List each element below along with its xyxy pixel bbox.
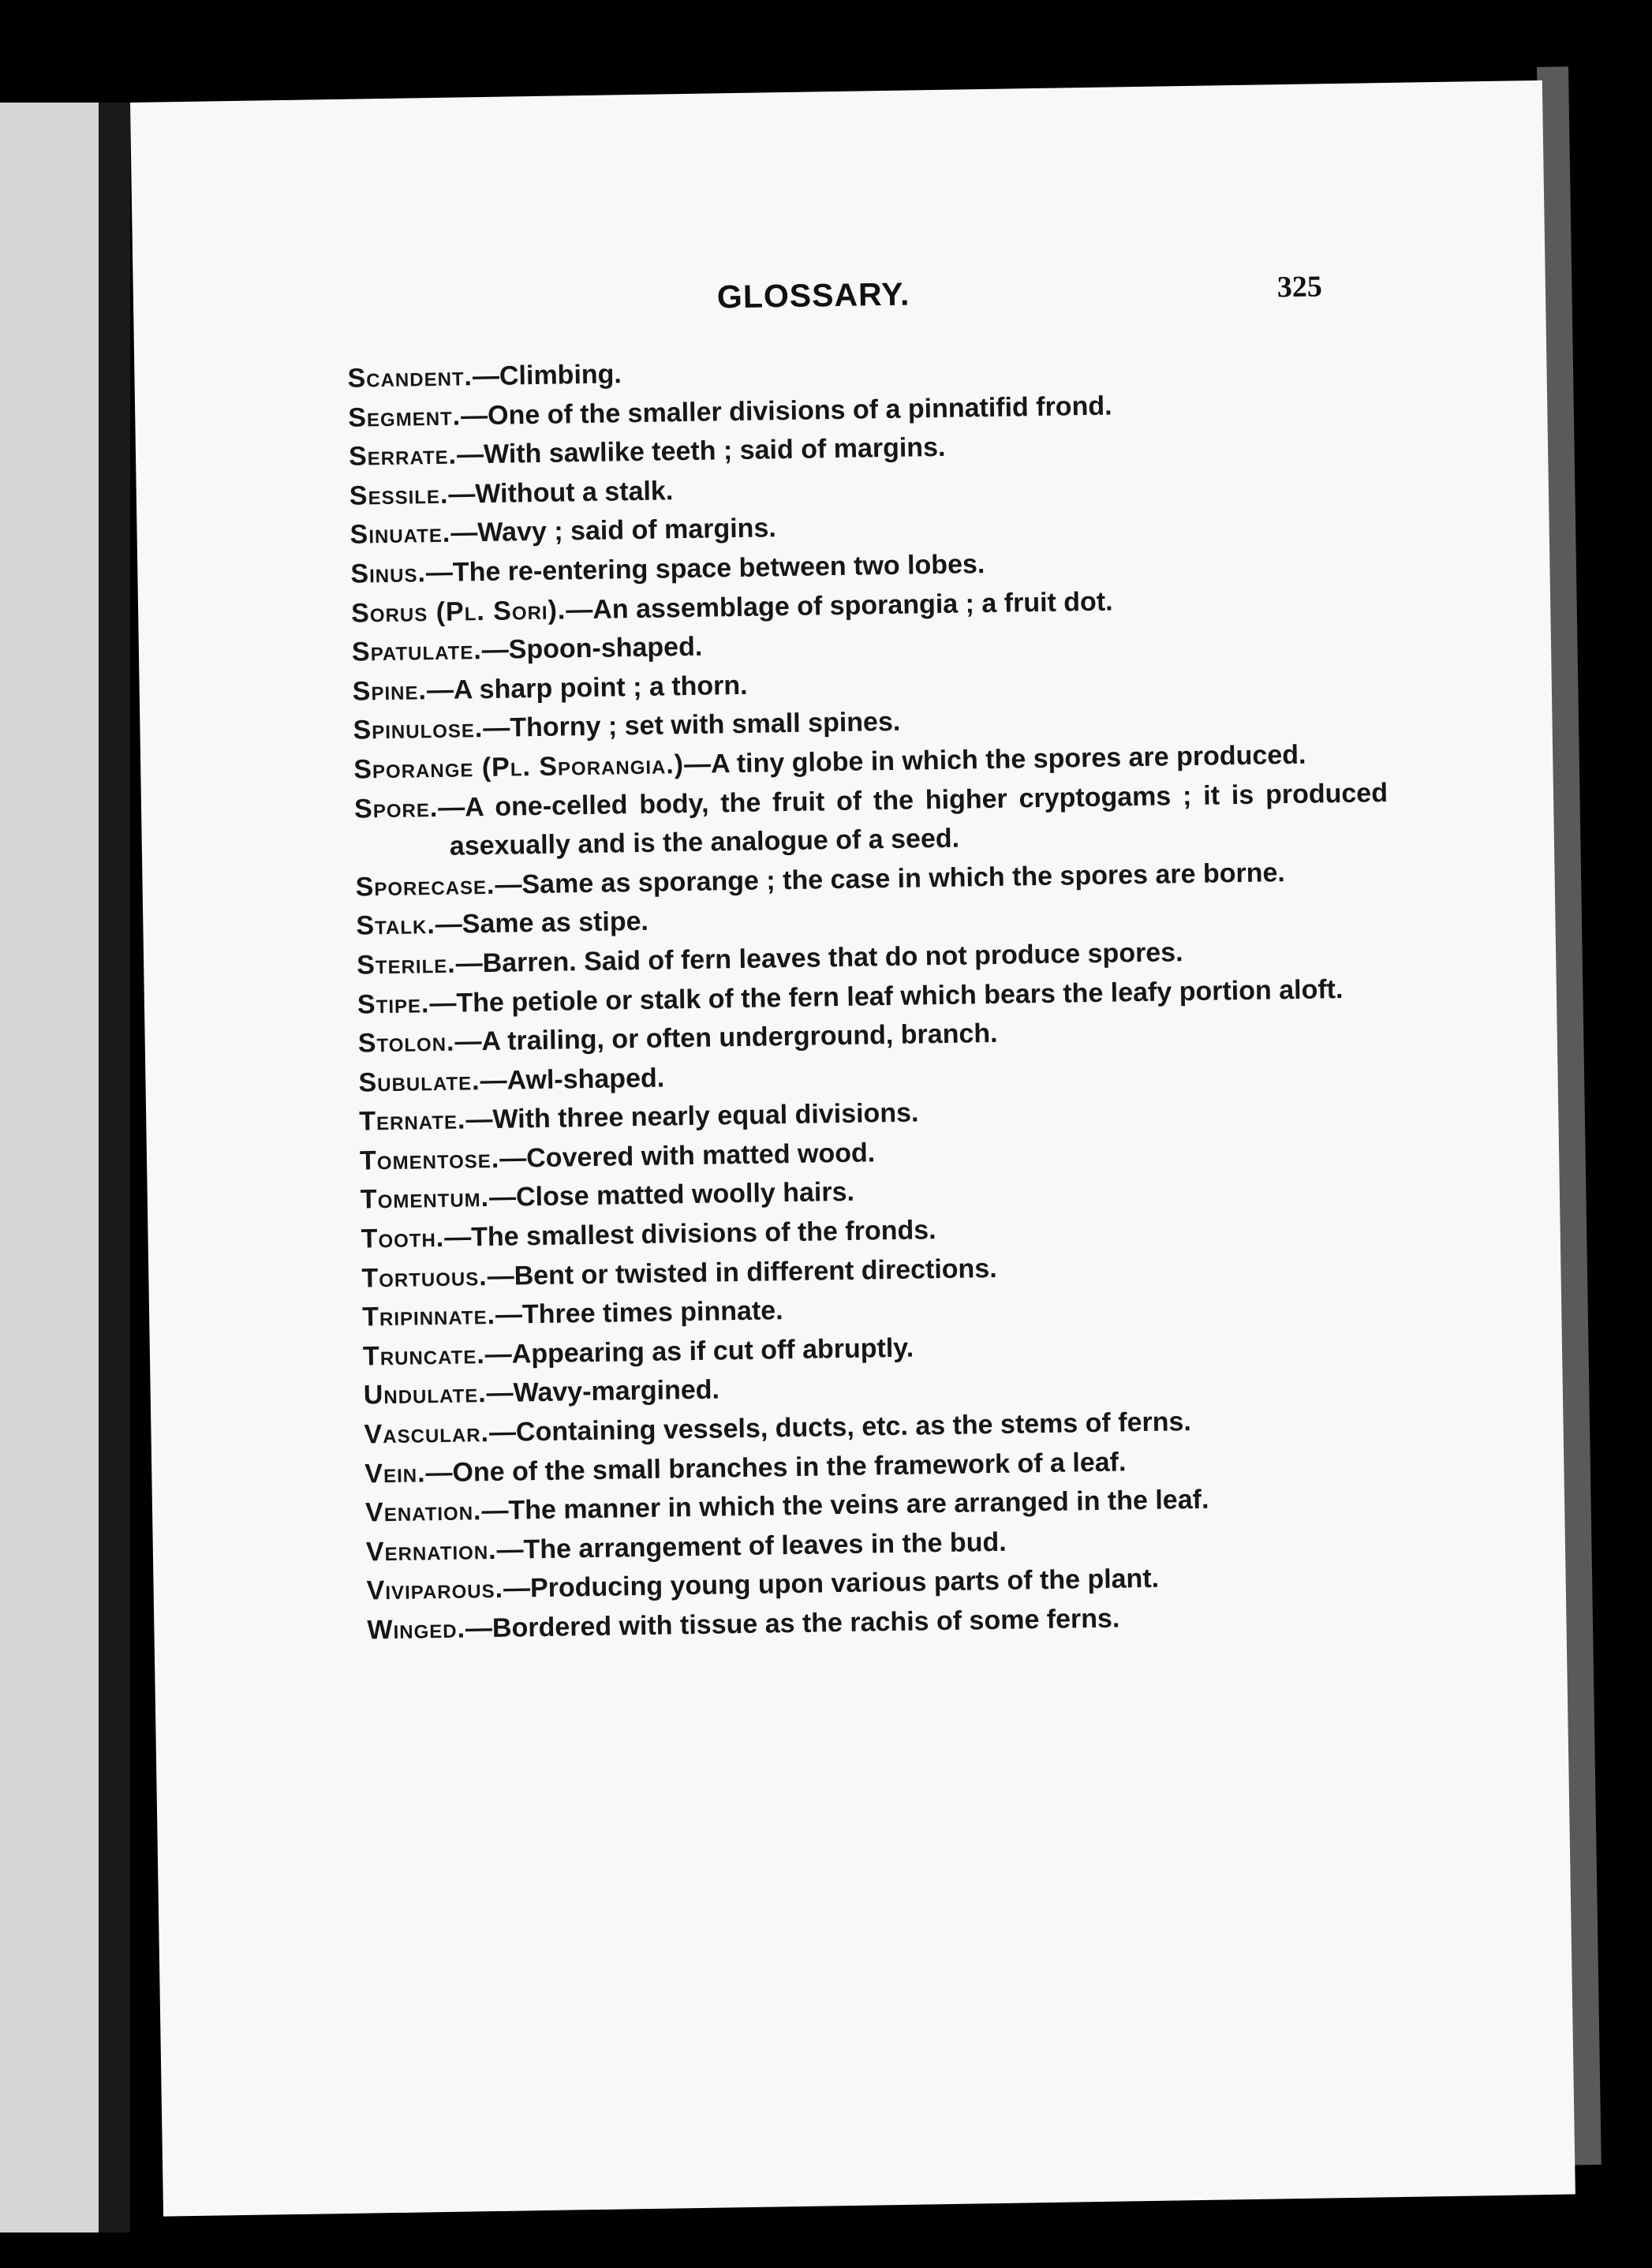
glossary-definition: —A tiny globe in which the spores are produced. — [683, 739, 1306, 780]
glossary-definition: —The re-entering space between two lobes. — [425, 549, 985, 588]
glossary-definition: —With three nearly equal divisions. — [465, 1097, 919, 1135]
glossary-term: Sinuate. — [349, 518, 451, 551]
glossary-term: Sporecase. — [355, 869, 495, 902]
glossary-definition: —Without a stalk. — [448, 476, 674, 510]
book-gutter — [99, 103, 130, 2233]
glossary-term: Sporange (Pl. Sporangia.) — [353, 749, 685, 785]
glossary-definition: —The petiole or stalk of the fern leaf which bears the leafy portion aloft. — [429, 973, 1344, 1018]
glossary-term: Subulate. — [358, 1065, 480, 1098]
glossary-term: Scandent. — [347, 361, 473, 394]
glossary-term: Stalk. — [356, 910, 436, 941]
glossary-term: Winged. — [367, 1613, 466, 1646]
glossary-definition: —Wavy-margined. — [486, 1374, 720, 1409]
glossary-definition: —Containing vessels, ducts, etc. as the stems of ferns. — [488, 1407, 1192, 1448]
glossary-list — [347, 343, 1401, 1650]
glossary-term: Viviparous. — [366, 1574, 504, 1606]
page-number: 325 — [1276, 270, 1323, 305]
glossary-definition: —Barren. Said of fern leaves that do not produce spores. — [455, 937, 1183, 979]
glossary-definition: —Producing young upon various parts of the plant. — [503, 1564, 1160, 1605]
glossary-definition: —Thorny ; set with small spines. — [483, 707, 901, 744]
glossary-definition: —One of the smaller divisions of a pinnatifid frond. — [460, 390, 1112, 432]
glossary-definition: —The smallest divisions of the fronds. — [443, 1215, 936, 1253]
running-title: GLOSSARY. — [716, 275, 910, 316]
glossary-definition: —A trailing, or often underground, branch. — [454, 1018, 998, 1057]
glossary-term: Stolon. — [357, 1026, 455, 1059]
glossary-term: Tripinnate. — [361, 1300, 496, 1332]
glossary-definition: —A sharp point ; a thorn. — [426, 670, 748, 705]
glossary-definition: —Climbing. — [472, 359, 622, 392]
glossary-term: Sorus (Pl. Sori). — [350, 594, 566, 629]
glossary-definition: —A one-celled body, the fruit of the higher cryptogams ; it is produced asexually and is the analogue of a seed. — [437, 777, 1389, 861]
page-header — [133, 266, 1546, 335]
glossary-term: Tooth. — [361, 1222, 445, 1254]
glossary-term: Segment. — [348, 401, 462, 433]
glossary-term: Ternate. — [359, 1104, 466, 1137]
facing-page-edge — [0, 103, 99, 2233]
glossary-definition: —The arrangement of leaves in the bud. — [496, 1526, 1007, 1565]
glossary-definition: —Close matted woolly hairs. — [488, 1177, 855, 1213]
glossary-term: Serrate. — [348, 439, 458, 472]
glossary-term: Tomentum. — [360, 1183, 490, 1216]
glossary-definition: —Bent or twisted in different directions. — [487, 1253, 997, 1291]
glossary-term: Undulate. — [363, 1378, 487, 1410]
glossary-term: Spatulate. — [351, 635, 483, 667]
glossary-definition: —One of the small branches in the framework of a leaf. — [425, 1447, 1127, 1488]
glossary-definition: —Same as sporange ; the case in which the spores are borne. — [495, 857, 1286, 900]
glossary-term: Sinus. — [350, 558, 427, 589]
glossary-definition: —With sawlike teeth ; said of margins. — [456, 432, 946, 470]
glossary-term: Venation. — [364, 1496, 482, 1528]
glossary-term: Tomentose. — [359, 1143, 500, 1176]
glossary-term: Vernation. — [365, 1534, 497, 1567]
glossary-term: Spore. — [353, 792, 439, 824]
glossary-term: Truncate. — [362, 1339, 486, 1372]
glossary-definition: —Covered with matted wood. — [499, 1138, 876, 1174]
glossary-definition: —Bordered with tissue as the rachis of some ferns. — [465, 1603, 1120, 1644]
glossary-definition: —An assemblage of sporangia ; a fruit dot. — [566, 586, 1113, 625]
glossary-term: Sterile. — [356, 948, 456, 981]
glossary-definition: —The manner in which the veins are arranged in the leaf. — [481, 1484, 1209, 1526]
glossary-definition: —Appearing as if cut off abruptly. — [484, 1332, 914, 1369]
glossary-term: Vein. — [364, 1457, 426, 1489]
glossary-term: Tortuous. — [361, 1261, 488, 1294]
glossary-definition: —Awl-shaped. — [480, 1063, 665, 1096]
glossary-term: Stipe. — [357, 988, 430, 1020]
glossary-definition: —Same as stipe. — [435, 906, 649, 940]
glossary-term: Sessile. — [349, 479, 449, 511]
glossary-definition: —Wavy ; said of margins. — [450, 513, 777, 549]
glossary-definition: —Three times pinnate. — [495, 1295, 783, 1331]
book-page — [130, 80, 1575, 2217]
glossary-term: Spinulose. — [353, 713, 484, 746]
glossary-definition: —Spoon-shaped. — [481, 631, 703, 666]
glossary-term: Vascular. — [364, 1418, 490, 1450]
glossary-term: Spine. — [352, 674, 428, 707]
